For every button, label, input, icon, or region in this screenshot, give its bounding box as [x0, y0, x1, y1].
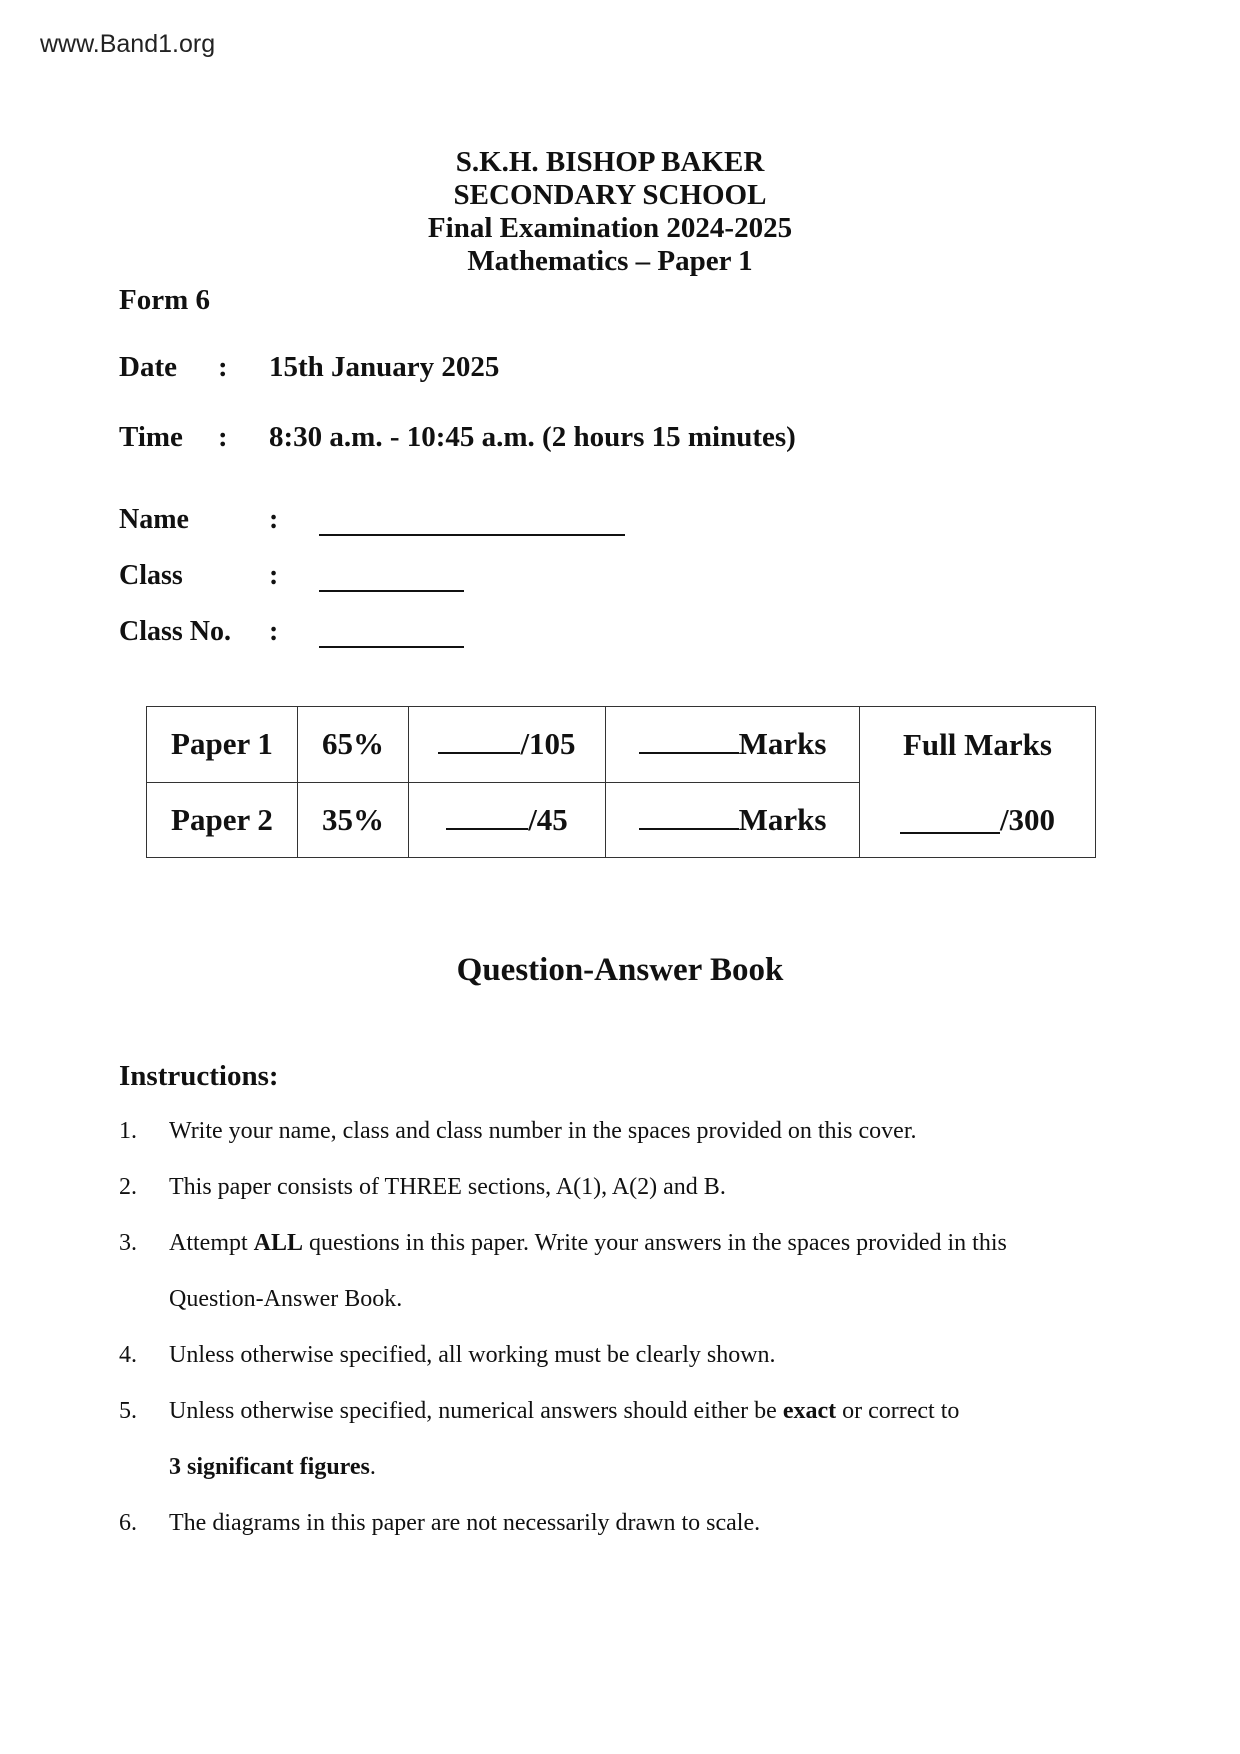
instruction-5-pre: Unless otherwise specified, numerical answers should either be	[169, 1398, 783, 1424]
instruction-5-number: 5.	[119, 1398, 137, 1424]
class-colon: :	[269, 560, 279, 591]
instruction-4-number: 4.	[119, 1342, 137, 1368]
paper1-label: Paper 1	[147, 707, 298, 783]
instruction-3-number: 3.	[119, 1230, 137, 1256]
date-colon: :	[218, 351, 228, 383]
class-blank-line[interactable]	[319, 590, 464, 592]
instruction-5-cont-post: .	[369, 1454, 376, 1480]
instruction-3-bold: ALL	[253, 1230, 304, 1256]
time-label: Time	[119, 421, 183, 453]
instruction-2-text: This paper consists of THREE sections, A(1), A(2) and B.	[169, 1174, 726, 1200]
paper2-marks-blank[interactable]	[639, 802, 739, 830]
paper2-marks-cell[interactable]	[606, 782, 860, 858]
school-name-line1: S.K.H. BISHOP BAKER	[455, 146, 765, 178]
instruction-5-text	[169, 1398, 959, 1425]
paper2-score-blank[interactable]	[446, 802, 528, 830]
paper1-out-of: /105	[520, 726, 576, 762]
school-name-line2: SECONDARY SCHOOL	[453, 179, 767, 211]
class-no-label: Class No.	[119, 616, 232, 647]
instruction-5-continuation	[169, 1454, 376, 1481]
paper1-weight: 65%	[298, 707, 409, 783]
full-marks-out-of: /300	[999, 801, 1056, 837]
paper2-out-of: /45	[528, 801, 568, 837]
subject-title: Mathematics – Paper 1	[467, 245, 753, 277]
instruction-6-number: 6.	[119, 1510, 137, 1536]
instruction-6-text: The diagrams in this paper are not necessarily drawn to scale.	[169, 1510, 761, 1536]
full-marks-score[interactable]	[860, 782, 1095, 857]
instruction-5-cont-bold: 3 significant figures	[169, 1454, 370, 1480]
paper1-row	[147, 707, 1096, 783]
name-label: Name	[119, 504, 189, 535]
date-label: Date	[119, 351, 177, 383]
instruction-1-number: 1.	[119, 1118, 137, 1144]
instruction-3-continuation: Question-Answer Book.	[169, 1286, 403, 1312]
paper2-score-cell[interactable]	[409, 782, 606, 858]
instruction-3-pre: Attempt	[169, 1230, 254, 1256]
paper1-score-blank[interactable]	[438, 726, 520, 754]
exam-title: Final Examination 2024-2025	[427, 212, 793, 244]
time-value: 8:30 a.m. - 10:45 a.m. (2 hours 15 minutes)	[269, 421, 796, 453]
date-value: 15th January 2025	[269, 351, 500, 383]
instructions-heading: Instructions:	[119, 1060, 279, 1092]
watermark-url: www.Band1.org	[40, 30, 216, 58]
paper2-weight: 35%	[298, 782, 409, 858]
full-marks-cell	[860, 707, 1096, 858]
class-no-blank-line[interactable]	[319, 646, 464, 648]
class-no-colon: :	[269, 616, 279, 647]
name-blank-line[interactable]	[319, 534, 625, 536]
exam-header	[0, 146, 1220, 278]
form-level: Form 6	[119, 284, 210, 316]
paper1-score-cell[interactable]	[409, 707, 606, 783]
marks-table	[146, 706, 1096, 858]
instruction-4-text: Unless otherwise specified, all working must be clearly shown.	[169, 1342, 776, 1368]
instruction-3-post: questions in this paper. Write your answers in the spaces provided in this	[303, 1230, 1007, 1256]
paper1-marks-label: Marks	[738, 726, 827, 762]
full-marks-blank[interactable]	[900, 806, 1000, 834]
class-label: Class	[119, 560, 183, 591]
paper1-marks-blank[interactable]	[639, 726, 739, 754]
instruction-5-bold: exact	[782, 1398, 837, 1424]
paper2-label: Paper 2	[147, 782, 298, 858]
paper1-marks-cell[interactable]	[606, 707, 860, 783]
instruction-3-text	[169, 1230, 1007, 1257]
time-colon: :	[218, 421, 228, 453]
paper2-marks-label: Marks	[738, 801, 827, 837]
instruction-2-number: 2.	[119, 1174, 137, 1200]
instruction-1-text: Write your name, class and class number in the spaces provided on this cover.	[169, 1118, 917, 1144]
instruction-5-post: or correct to	[836, 1398, 960, 1424]
name-colon: :	[269, 504, 279, 535]
full-marks-label: Full Marks	[903, 726, 1052, 762]
book-title: Question-Answer Book	[456, 952, 784, 988]
